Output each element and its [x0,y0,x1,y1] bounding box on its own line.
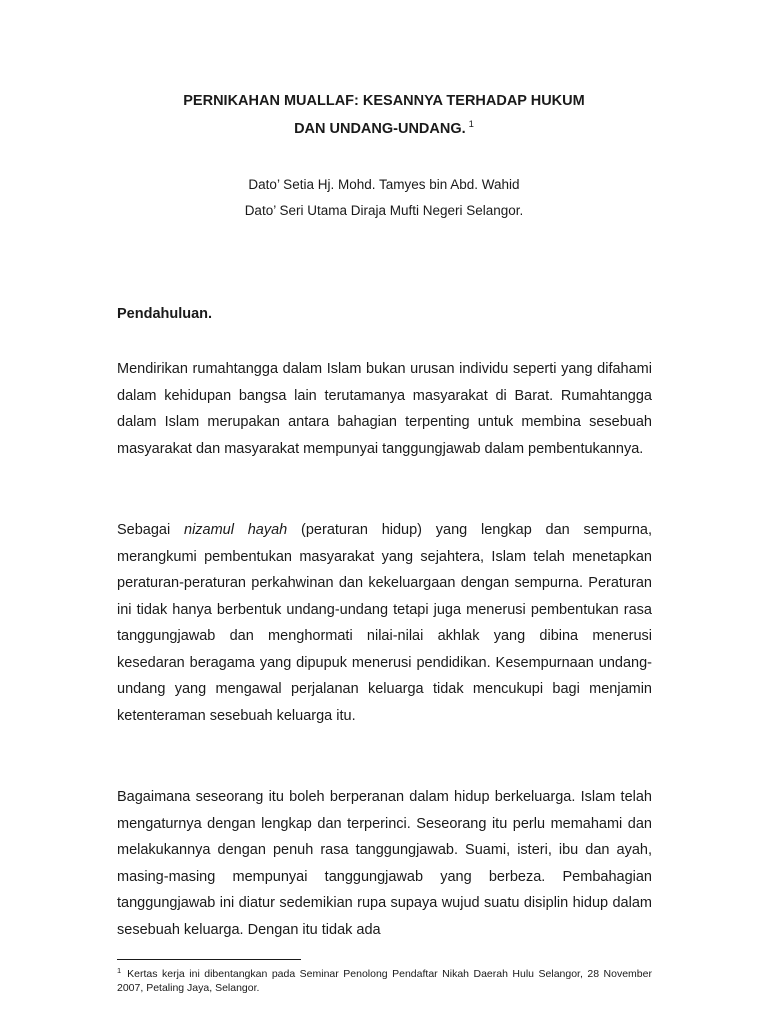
paragraph-2-italic-term: nizamul hayah [184,522,288,538]
document-title-line-2 [0,119,768,137]
paragraph-2-body: (peraturan hidup) yang lengkap dan sempurna, merangkumi pembentukan masyarakat yang sejahtera, Islam telah menetapkan peraturan-peraturan perkahwinan dan kekeluargaan dengan sempurna. Peraturan ini tidak hanya berbentuk undang-undang tetapi juga menerusi pembentukan rasa tanggungjawab dan menghormati nilai-nilai akhlak yang dibina menerusi kesedaran beragama yang dipupuk menerusi pendidikan. Kesempurnaan undang-undang yang mengawal perjalanan keluarga tidak mencukupi bagi menjamin ketenteraman sesebuah keluarga itu. [117,522,653,724]
document-title-line-2-text: DAN UNDANG-UNDANG. [294,121,466,137]
paragraph-2 [117,517,652,729]
footnote-divider [117,959,301,960]
document-title-line-1: PERNIKAHAN MUALLAF: KESANNYA TERHADAP HUKUM [183,93,585,109]
paragraph-2-lead: Sebagai [117,522,171,538]
paragraph-3: Bagaimana seseorang itu boleh berperanan dalam hidup berkeluarga. Islam telah mengaturnya dengan lengkap dan terperinci. Seseorang itu perlu memahami dan melakukannya dengan penuh rasa tanggungjawab. Suami, isteri, ibu dan ayah, masing-masing mempunyai tanggungjawab yang berbeza. Pembahagian tanggungjawab ini diatur sedemikian rupa supaya wujud suatu disiplin hidup dalam sesebuah keluarga. Dengan itu tidak ada [117,789,652,938]
footnote-marker: 1 [117,966,122,975]
paragraph-1: Mendirikan rumahtangga dalam Islam bukan urusan individu seperti yang difahami dalam kehidupan bangsa lain terutamanya masyarakat di Barat. Rumahtangga dalam Islam merupakan antara bahagian terpenting untuk membina sesebuah masyarakat dan masyarakat mempunyai tanggungjawab dalam pembentukannya. [117,361,652,457]
author-name: Dato’ Setia Hj. Mohd. Tamyes bin Abd. Wahid [248,177,520,192]
section-heading: Pendahuluan. [117,306,213,322]
title-footnote-marker[interactable]: 1 [468,119,474,130]
footnote-text: Kertas kerja ini dibentangkan pada Seminar Penolong Pendaftar Nikah Daerah Hulu Selangor, 28 November 2007, Petaling Jaya, Selangor. [117,968,652,994]
footnote [117,964,652,995]
author-position: Dato’ Seri Utama Diraja Mufti Negeri Selangor. [244,203,524,218]
